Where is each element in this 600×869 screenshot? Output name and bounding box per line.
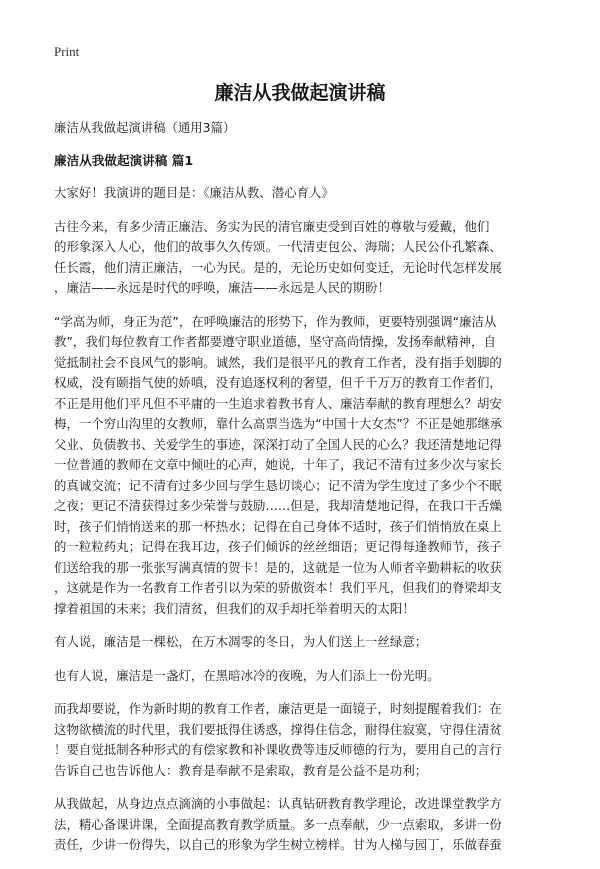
paragraph-line: 教”，我们每位教育工作者都要遵守职业道德，坚守高尚情操，发扬奉献精神，自	[54, 334, 496, 349]
paragraph-line: 有人说，廉洁是一棵松，在万木凋零的冬日，为人们送上一丝绿意；	[54, 634, 428, 649]
paragraph-line: 权威，没有颐指气使的娇嗔，没有追逐权利的奢望，但千千万万的教育工作者们，	[54, 375, 502, 390]
paragraph-line: 而我却要说，作为新时期的教育工作者，廉洁更是一面镜子，时刻提醒着我们：在	[54, 701, 502, 716]
paragraph-line: 告诉自己也告诉他人：教育是奉献不是索取，教育是公益不是功利；	[54, 762, 428, 778]
paragraph	[54, 794, 554, 856]
paragraph-line: ，这就是作为一名教育工作者引以为荣的骄傲资本！我们平凡，但我们的脊梁却支	[54, 580, 502, 595]
paragraph-line: 撑着祖国的未来；我们清贫，但我们的双手却托举着明天的太阳！	[54, 600, 415, 616]
article-body	[54, 118, 554, 869]
paragraph-list	[54, 183, 554, 856]
paragraph	[54, 217, 554, 299]
paragraph	[54, 699, 554, 781]
paragraph-line: 这物欲横流的时代里，我们要抵得住诱惑，撑得住信念，耐得住寂寞，守得住清贫	[54, 721, 502, 737]
paragraph-line: 任长霞，他们清正廉洁，一心为民。是的，无论历史如何变迁，无论时代怎样发展	[54, 259, 502, 275]
paragraph-line: 的一粒粒药丸；记得在我耳边，孩子们倾诉的丝丝细语；更记得每逢教师节，孩子	[54, 539, 502, 554]
paragraph-line: 大家好！我演讲的题目是：《廉洁从教、潜心育人》	[54, 185, 334, 200]
paragraph-line: 们送给我的那一张张写满真情的贺卡！是的，这就是一位为人师者辛勤耕耘的收获	[54, 559, 502, 575]
paragraph-line: 责任，少讲一份得失，以自己的形象为学生树立榜样。甘为人梯与园丁，乐做春蚕	[54, 837, 502, 852]
article-subtitle: 廉洁从我做起演讲稿（通用3篇）	[54, 120, 236, 135]
paragraph-line: 法，精心备课讲课，全面提高教育教学质量。多一点奉献，少一点索取，多讲一份	[54, 816, 502, 832]
paragraph-line: 一位普通的教师在文章中倾吐的心声，她说，十年了，我记不清有过多少次与家长	[54, 457, 502, 472]
paragraph-line: 的形象深入人心，他们的故事久久传颂。一代清吏包公、海瑞；人民公仆孔繁森、	[54, 239, 502, 254]
paragraph-line: ，廉洁——永远是时代的呼唤，廉洁——永远是人民的期盼！	[54, 280, 390, 295]
paragraph-line: “学高为师，身正为范”，在呼唤廉洁的形势下，作为教师，更要特别强调“廉洁从	[54, 313, 497, 329]
paragraph-line: 觉抵制社会不良风气的影响。诚然，我们是很平凡的教育工作者，没有指手划脚的	[54, 354, 502, 370]
paragraph-line: 时，孩子们悄悄送来的那一杯热水；记得在自己身体不适时，孩子们悄悄放在桌上	[54, 518, 502, 534]
paragraph-line: 从我做起，从身边点点滴滴的小事做起：认真钻研教育教学理论，改进课堂教学方	[54, 796, 502, 811]
paragraph-line: 也有人说，廉洁是一盏灯，在黑暗冰冷的夜晚，为人们添上一份光明。	[54, 667, 440, 683]
paragraph	[54, 632, 554, 653]
paragraph-line: 的真诚交流；记不清有过多少回与学生恳切谈心；记不清为学生度过了多少个不眠	[54, 477, 502, 493]
paragraph-line: ！要自觉抵制各种形式的有偿家教和补课收费等违反师德的行为，要用自己的言行	[54, 742, 502, 757]
paragraph-line: 古往今来，有多少清正廉洁、务实为民的清官廉吏受到百姓的尊敬与爱戴，他们	[54, 218, 490, 234]
paragraph	[54, 666, 554, 687]
page-title: 廉洁从我做起演讲稿	[214, 82, 386, 104]
paragraph	[54, 183, 554, 204]
section-heading: 廉洁从我做起演讲稿 篇1	[54, 153, 194, 168]
print-link[interactable]: Print	[54, 44, 80, 59]
paragraph-line: 父业、负债教书、关爱学生的事迹，深深打动了全国人民的心么？我还清楚地记得	[54, 436, 502, 452]
paragraph-line: 不正是用他们平凡但不平庸的一生追求着教书育人、廉洁奉献的教育理想么？胡安	[54, 395, 502, 411]
paragraph-line: 之夜；更记不清获得过多少荣誉与鼓励……但是，我却清楚地记得，在我口干舌燥	[54, 498, 502, 513]
paragraph-line: 梅，一个穷山沟里的女教师，靠什么高票当选为“中国十大女杰”？不正是她那继承	[54, 416, 503, 431]
paragraph	[54, 312, 554, 620]
